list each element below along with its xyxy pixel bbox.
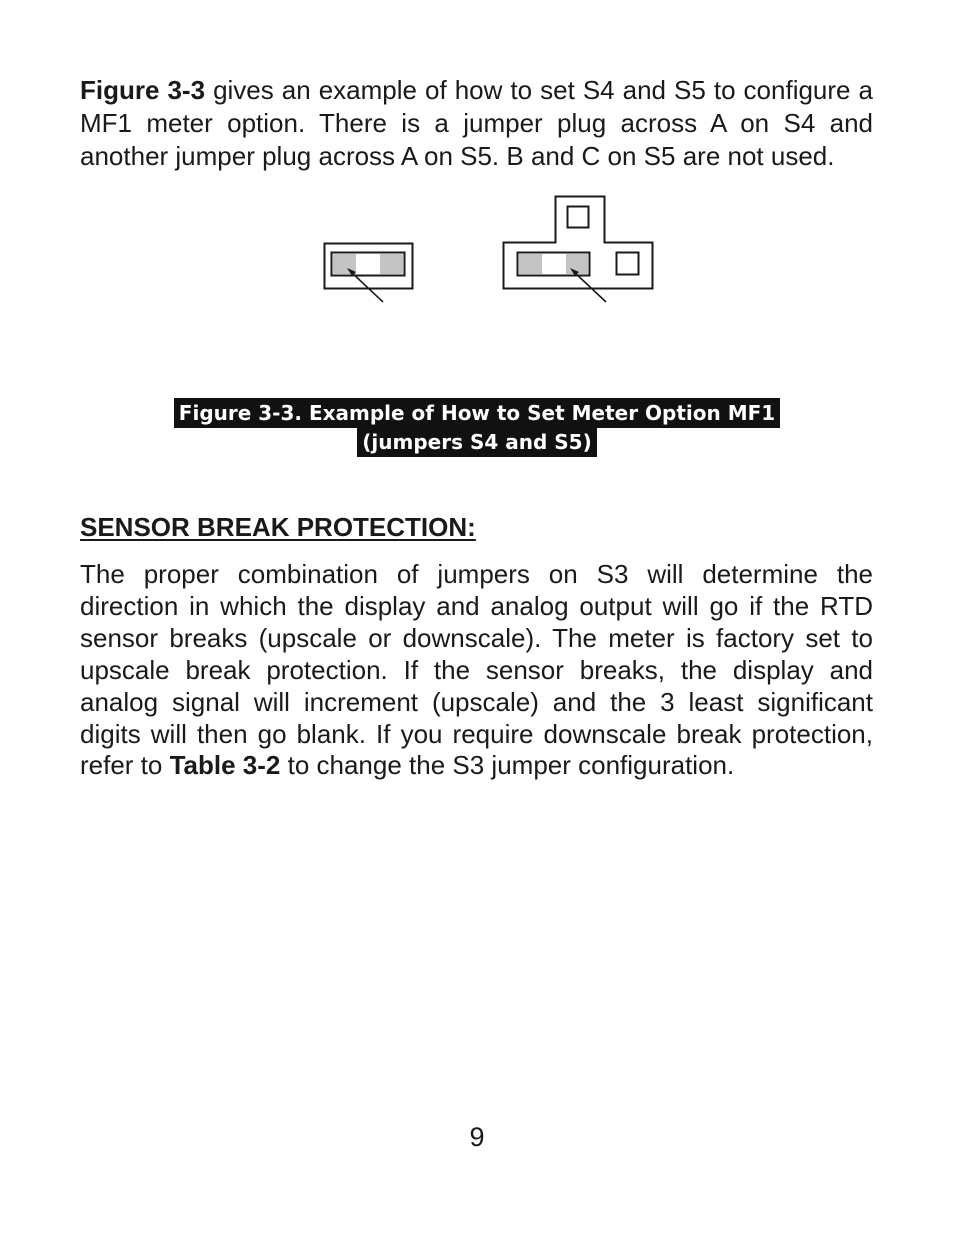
figure-caption-title: Figure 3-3. Example of How to Set Meter Option MF1 bbox=[174, 398, 780, 428]
figure-caption-subtitle: (jumpers S4 and S5) bbox=[357, 427, 596, 457]
jumper-s5-plug-pin-b bbox=[566, 254, 588, 274]
intro-text: gives an example of how to set S4 and S5 to configure a MF1 meter option. There is a jumper plug across A on S4 and another jumper plug across A on S5. B and C on S5 are not used. bbox=[80, 75, 873, 171]
table-reference: Table 3-2 bbox=[169, 750, 281, 781]
jumper-s5-plug-pin-a bbox=[519, 254, 542, 274]
figure-caption-line-1 bbox=[0, 398, 954, 428]
section-paragraph bbox=[80, 559, 873, 782]
jumper-diagram bbox=[0, 0, 954, 360]
figure-caption-line-2 bbox=[0, 427, 954, 457]
section-heading: SENSOR BREAK PROTECTION: bbox=[80, 512, 476, 542]
section-text-after-ref: to change the S3 jumper configuration. bbox=[280, 750, 735, 781]
jumper-s5-pin-c bbox=[568, 207, 589, 228]
page-number: 9 bbox=[469, 1122, 485, 1152]
section-text-before-ref: The proper combination of jumpers on S3 will determine the direction in which the display and analog output will go if the RTD sensor breaks (upscale or downscale). The meter is factory set to upscale break protection. If the sensor breaks, the display and analog signal will increment (upscale) and the 3 least significant digits will then go blank. If you require downscale break protection, refer to bbox=[80, 559, 873, 781]
jumper-s4-plug-pin-b bbox=[380, 254, 403, 274]
jumper-s4 bbox=[325, 244, 413, 303]
figure-reference: Figure 3-3 bbox=[80, 75, 206, 105]
jumper-s5-pin-b-unused bbox=[617, 253, 639, 275]
jumper-s5 bbox=[504, 197, 653, 303]
